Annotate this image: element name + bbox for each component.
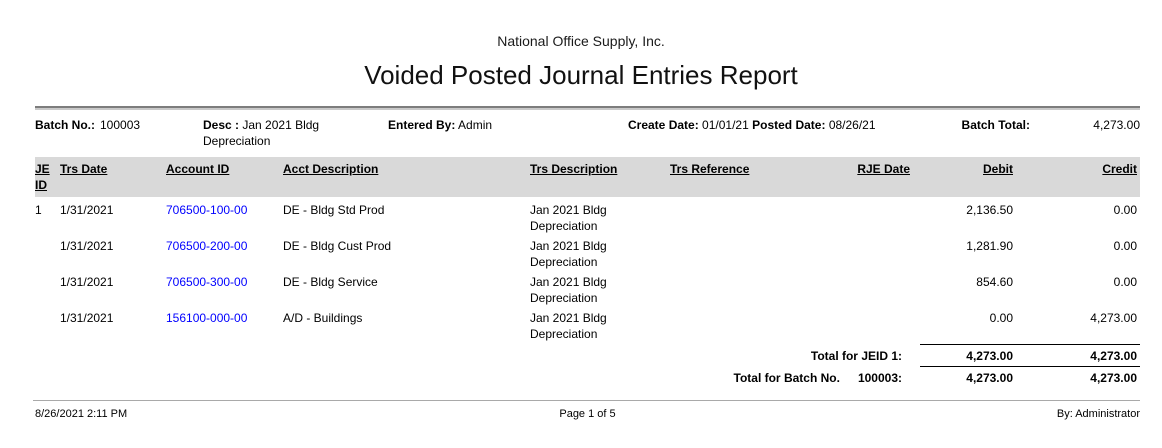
cell-trs-reference bbox=[670, 238, 808, 270]
batch-total-number: 100003: bbox=[857, 371, 902, 385]
cell-trs-description: Jan 2021 Bldg Depreciation bbox=[530, 275, 607, 305]
jeid-total-label: Total for JEID 1: bbox=[810, 349, 902, 363]
batch-desc-label: Desc : bbox=[203, 118, 240, 132]
cell-acct-description: A/D - Buildings bbox=[283, 311, 363, 325]
cell-je-id bbox=[35, 310, 60, 342]
footer-printed-by: By: Administrator bbox=[1056, 408, 1140, 420]
footer-page-number: Page 1 of 5 bbox=[559, 408, 616, 420]
table-body bbox=[0, 197, 1162, 342]
batch-total-debit: 4,273.00 bbox=[920, 366, 1025, 386]
column-header-acct-description[interactable]: Acct Description bbox=[283, 162, 379, 176]
cell-trs-description: Jan 2021 Bldg Depreciation bbox=[530, 239, 607, 269]
create-date-value: 01/01/21 bbox=[702, 118, 749, 132]
jeid-total-row bbox=[35, 344, 1140, 364]
batch-total-row bbox=[35, 366, 1140, 386]
cell-trs-date: 1/31/2021 bbox=[60, 203, 114, 217]
batch-no-value: 100003 bbox=[100, 118, 141, 132]
posted-date-label: Posted Date: bbox=[752, 118, 826, 132]
column-header-rje-date[interactable]: RJE Date bbox=[857, 162, 910, 176]
batch-no-label: Batch No.: bbox=[35, 118, 95, 132]
cell-credit: 0.00 bbox=[1113, 239, 1137, 253]
cell-trs-reference bbox=[670, 310, 808, 342]
cell-trs-date: 1/31/2021 bbox=[60, 239, 114, 253]
cell-debit: 2,136.50 bbox=[966, 203, 1013, 217]
column-header-account-id[interactable]: Account ID bbox=[166, 162, 230, 176]
cell-trs-reference bbox=[670, 274, 808, 306]
cell-trs-description: Jan 2021 Bldg Depreciation bbox=[530, 203, 607, 233]
create-date-label: Create Date: bbox=[628, 118, 699, 132]
posted-date-value: 08/26/21 bbox=[828, 118, 876, 132]
report-title: Voided Posted Journal Entries Report bbox=[364, 60, 798, 90]
batch-desc-value: Jan 2021 Bldg Depreciation bbox=[203, 118, 320, 148]
batch-total-row-label bbox=[35, 366, 920, 386]
cell-acct-description: DE - Bldg Std Prod bbox=[283, 203, 385, 217]
table-row bbox=[35, 234, 1140, 270]
batch-desc bbox=[203, 117, 388, 149]
entered-by-value: Admin bbox=[458, 118, 493, 132]
cell-rje-date bbox=[808, 202, 920, 234]
cell-trs-date: 1/31/2021 bbox=[60, 275, 114, 289]
cell-je-id bbox=[35, 274, 60, 306]
cell-account-id-link[interactable]: 706500-300-00 bbox=[166, 275, 248, 289]
batch-total-label: Batch Total: bbox=[961, 118, 1030, 132]
cell-je-id bbox=[35, 238, 60, 270]
cell-trs-description: Jan 2021 Bldg Depreciation bbox=[530, 311, 607, 341]
cell-acct-description: DE - Bldg Cust Prod bbox=[283, 239, 392, 253]
table-row bbox=[35, 198, 1140, 234]
batch-info-row bbox=[0, 110, 1162, 153]
cell-rje-date bbox=[808, 310, 920, 342]
cell-credit: 0.00 bbox=[1113, 275, 1137, 289]
cell-account-id-link[interactable]: 706500-200-00 bbox=[166, 239, 248, 253]
cell-credit: 0.00 bbox=[1113, 203, 1137, 217]
table-row bbox=[35, 270, 1140, 306]
footer-datetime: 8/26/2021 2:11 PM bbox=[35, 408, 128, 420]
cell-trs-reference bbox=[670, 202, 808, 234]
cell-account-id-link[interactable]: 706500-100-00 bbox=[166, 203, 248, 217]
batch-total-credit: 4,273.00 bbox=[1025, 366, 1140, 386]
batch-total-text: Total for Batch No. bbox=[733, 371, 840, 385]
column-header-je-id[interactable]: JE ID bbox=[35, 162, 50, 192]
entered-by bbox=[388, 117, 628, 133]
cell-rje-date bbox=[808, 274, 920, 306]
jeid-total-debit: 4,273.00 bbox=[920, 344, 1025, 364]
column-header-trs-date[interactable]: Trs Date bbox=[60, 162, 108, 176]
batch-dates bbox=[628, 117, 918, 133]
cell-rje-date bbox=[808, 238, 920, 270]
batch-total-value: 4,273.00 bbox=[1093, 118, 1140, 132]
column-header-trs-reference[interactable]: Trs Reference bbox=[670, 162, 750, 176]
page-footer bbox=[0, 401, 1162, 421]
table-row bbox=[35, 306, 1140, 342]
cell-debit: 1,281.90 bbox=[966, 239, 1013, 253]
cell-debit: 854.60 bbox=[976, 275, 1013, 289]
column-header-trs-description[interactable]: Trs Description bbox=[530, 162, 618, 176]
cell-je-id: 1 bbox=[35, 203, 42, 217]
company-name: National Office Supply, Inc. bbox=[497, 33, 665, 49]
column-header-credit[interactable]: Credit bbox=[1102, 162, 1137, 176]
table-column-headers bbox=[35, 157, 1140, 197]
cell-debit: 0.00 bbox=[989, 311, 1013, 325]
cell-account-id-link[interactable]: 156100-000-00 bbox=[166, 311, 248, 325]
entered-by-label: Entered By: bbox=[388, 118, 456, 132]
cell-trs-date: 1/31/2021 bbox=[60, 311, 114, 325]
cell-acct-description: DE - Bldg Service bbox=[283, 275, 378, 289]
column-header-debit[interactable]: Debit bbox=[983, 162, 1013, 176]
jeid-total-credit: 4,273.00 bbox=[1025, 344, 1140, 364]
cell-credit: 4,273.00 bbox=[1090, 311, 1137, 325]
report-header bbox=[0, 0, 1162, 91]
